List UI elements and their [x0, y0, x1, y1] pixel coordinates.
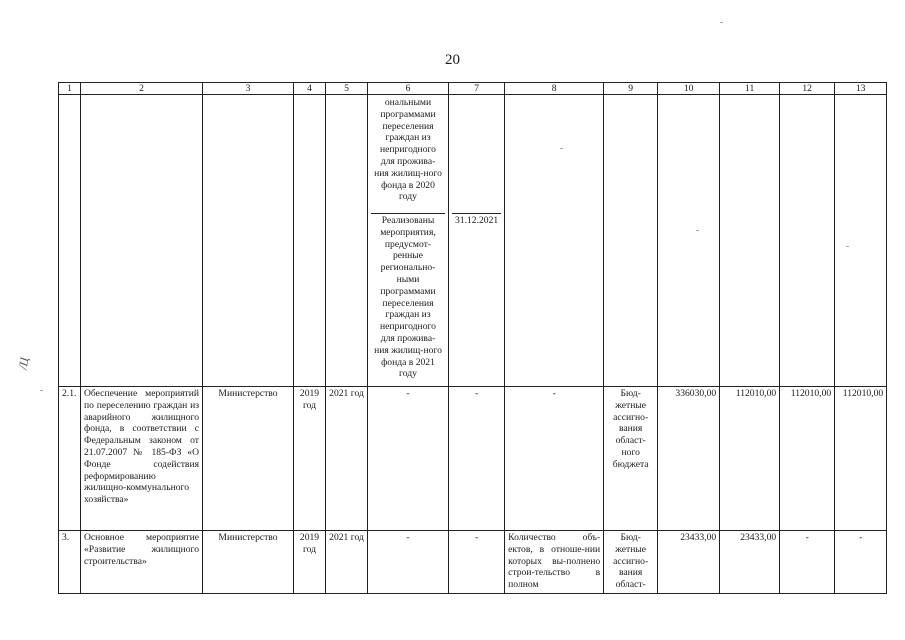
- indicator-date-2021: 31.12.2021: [455, 215, 499, 226]
- result: Количество объ-ектов, в отноше-нии которых вы-полнено строи-тельство в полном: [505, 531, 604, 594]
- column-header: 9: [604, 83, 658, 95]
- indicator-date: -: [449, 387, 505, 531]
- scan-speck: [40, 390, 43, 391]
- column-header: 2: [81, 83, 203, 95]
- column-header: 4: [294, 83, 326, 95]
- table-row: [59, 531, 887, 594]
- amount-total: 23433,00: [658, 531, 720, 594]
- column-header: 13: [835, 83, 887, 95]
- column-header: 5: [326, 83, 368, 95]
- activity-name: Основное мероприятие «Развитие жилищного строительства»: [81, 531, 203, 594]
- column-number-row: [59, 83, 887, 95]
- amount-2021: 112010,00: [835, 387, 887, 531]
- amount-2019: 112010,00: [720, 387, 780, 531]
- indicator-2020: ональными программами переселения граждан из непригодного для прожива-ния жилищ-ного фонда в 2020 году: [371, 96, 445, 214]
- end-year: 2021 год: [326, 387, 368, 531]
- indicator-2021: Реализованы мероприятия, предусмот-ренные регионально-ными программами переселения граждан из непригодного для прожива-ния жилищ-ного фонда в 2021 году: [374, 215, 442, 380]
- amount-2020: -: [780, 531, 835, 594]
- amount-2019: 23433,00: [720, 531, 780, 594]
- scan-speck: [720, 22, 723, 23]
- end-year: 2021 год: [326, 531, 368, 594]
- column-header: 12: [780, 83, 835, 95]
- activity-name: Обеспечение мероприятий по переселению граждан из аварийного жилищного фонда, в соответствии с Федеральным законом от 21.07.2007 № 185-ФЗ «О Фонде содействия реформированию жилищно-коммунального хозяйства»: [81, 387, 203, 531]
- column-header: 8: [505, 83, 604, 95]
- funding-source: Бюд-жетные ассигно-вания област-ного бюджета: [604, 387, 658, 531]
- indicator-date: -: [449, 531, 505, 594]
- continued-row: [59, 95, 887, 387]
- column-header: 6: [368, 83, 449, 95]
- start-year: 2019 год: [294, 531, 326, 594]
- amount-2021: -: [835, 531, 887, 594]
- result: -: [505, 387, 604, 531]
- column-header: 3: [203, 83, 294, 95]
- column-header: 11: [720, 83, 780, 95]
- handwritten-margin-mark: /Ц: [15, 356, 32, 371]
- date-cell: [449, 95, 505, 387]
- executor: Министерство: [203, 387, 294, 531]
- row-number: 2.1.: [59, 387, 81, 531]
- program-table: [58, 82, 887, 594]
- page-number: 20: [445, 52, 460, 68]
- column-header: 7: [449, 83, 505, 95]
- indicator-cell: [368, 95, 449, 387]
- amount-total: 336030,00: [658, 387, 720, 531]
- indicator: -: [368, 531, 449, 594]
- start-year: 2019 год: [294, 387, 326, 531]
- indicator: -: [368, 387, 449, 531]
- funding-source: Бюд-жетные ассигно-вания област-: [604, 531, 658, 594]
- executor: Министерство: [203, 531, 294, 594]
- row-number: 3.: [59, 531, 81, 594]
- column-header: 1: [59, 83, 81, 95]
- table-row: [59, 387, 887, 531]
- column-header: 10: [658, 83, 720, 95]
- amount-2020: 112010,00: [780, 387, 835, 531]
